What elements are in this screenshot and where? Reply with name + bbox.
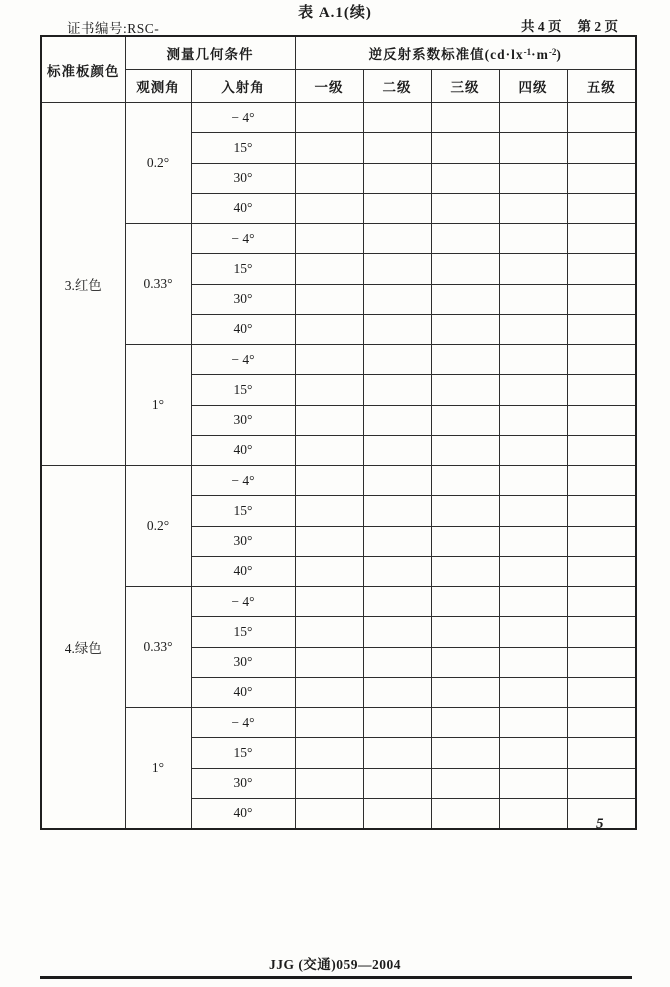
value-cell	[567, 768, 636, 798]
value-cell	[363, 466, 431, 496]
value-cell	[499, 314, 567, 344]
value-cell	[499, 647, 567, 677]
value-cell	[567, 556, 636, 586]
value-cell	[499, 103, 567, 133]
sheet-number: 第 2 页	[577, 19, 618, 34]
value-cell	[295, 163, 363, 193]
header-row-2	[41, 70, 636, 103]
value-cell	[567, 677, 636, 707]
value-cell	[567, 103, 636, 133]
value-cell	[431, 798, 499, 829]
value-cell	[295, 314, 363, 344]
incidence-angle-cell: 40°	[191, 314, 295, 344]
value-cell	[363, 193, 431, 223]
value-cell	[363, 677, 431, 707]
value-cell	[499, 466, 567, 496]
incidence-angle-cell: 15°	[191, 617, 295, 647]
observation-angle-cell: 1°	[125, 345, 191, 466]
observation-angle-cell: 0.33°	[125, 587, 191, 708]
value-cell	[295, 133, 363, 163]
observation-angle-cell: 0.33°	[125, 224, 191, 345]
value-cell	[431, 435, 499, 465]
value-cell	[567, 617, 636, 647]
value-cell	[363, 103, 431, 133]
value-cell	[499, 526, 567, 556]
sheet-info	[521, 15, 618, 35]
value-cell	[431, 405, 499, 435]
value-cell	[295, 526, 363, 556]
value-cell	[567, 224, 636, 254]
table-row	[41, 708, 636, 738]
color-cell: 3.红色	[41, 103, 125, 466]
value-cell	[499, 708, 567, 738]
value-cell	[295, 647, 363, 677]
value-cell	[295, 224, 363, 254]
value-cell	[295, 556, 363, 586]
value-cell	[295, 284, 363, 314]
value-cell	[567, 708, 636, 738]
incidence-angle-cell: − 4°	[191, 224, 295, 254]
header-row-1	[41, 36, 636, 70]
value-cell	[363, 617, 431, 647]
observation-angle-header: 观测角	[125, 70, 191, 103]
value-cell	[363, 314, 431, 344]
value-cell	[431, 617, 499, 647]
value-cell	[567, 163, 636, 193]
incidence-angle-cell: 15°	[191, 738, 295, 768]
value-cell	[363, 556, 431, 586]
grade-header-2: 二级	[363, 70, 431, 103]
value-cell	[499, 224, 567, 254]
value-cell	[295, 708, 363, 738]
value-cell	[363, 345, 431, 375]
value-cell	[431, 496, 499, 526]
grade-header-3: 三级	[431, 70, 499, 103]
value-cell	[295, 435, 363, 465]
table-row	[41, 224, 636, 254]
value-cell	[363, 224, 431, 254]
table-row	[41, 345, 636, 375]
value-cell	[295, 677, 363, 707]
value-cell	[363, 133, 431, 163]
table-header	[41, 36, 636, 103]
value-group-suffix: )	[556, 47, 562, 62]
color-column-header: 标准板颜色	[41, 36, 125, 103]
value-cell	[567, 345, 636, 375]
value-cell	[431, 133, 499, 163]
incidence-angle-cell: 30°	[191, 526, 295, 556]
value-cell	[363, 435, 431, 465]
incidence-angle-header: 入射角	[191, 70, 295, 103]
value-cell	[431, 103, 499, 133]
table-row	[41, 587, 636, 617]
value-cell	[431, 526, 499, 556]
value-cell	[295, 375, 363, 405]
value-cell	[499, 163, 567, 193]
value-group-prefix: 逆反射系数标准值(cd·lx	[368, 47, 524, 62]
incidence-angle-cell: 15°	[191, 254, 295, 284]
certificate-number: 证书编号:RSC-	[67, 21, 160, 36]
sheet-count: 共 4 页	[521, 19, 562, 34]
table-row	[41, 466, 636, 496]
value-cell	[567, 587, 636, 617]
value-cell	[567, 496, 636, 526]
value-cell	[567, 193, 636, 223]
value-cell	[431, 738, 499, 768]
value-cell	[431, 314, 499, 344]
value-cell	[499, 617, 567, 647]
grade-header-1: 一级	[295, 70, 363, 103]
value-cell	[431, 708, 499, 738]
footer-rule	[40, 976, 632, 979]
value-cell	[499, 375, 567, 405]
value-cell	[431, 647, 499, 677]
value-cell	[499, 798, 567, 829]
value-cell	[363, 526, 431, 556]
value-cell	[363, 647, 431, 677]
value-cell	[295, 738, 363, 768]
value-cell	[499, 768, 567, 798]
incidence-angle-cell: 30°	[191, 405, 295, 435]
observation-angle-cell: 1°	[125, 708, 191, 830]
value-cell	[295, 405, 363, 435]
incidence-angle-cell: 30°	[191, 284, 295, 314]
value-cell	[499, 284, 567, 314]
value-cell	[363, 798, 431, 829]
value-cell	[567, 647, 636, 677]
incidence-angle-cell: − 4°	[191, 587, 295, 617]
value-cell	[295, 496, 363, 526]
incidence-angle-cell: 40°	[191, 677, 295, 707]
value-cell	[567, 133, 636, 163]
value-cell	[499, 193, 567, 223]
grade-header-5: 五级	[567, 70, 636, 103]
page-number: 5	[596, 816, 604, 832]
color-cell: 4.绿色	[41, 466, 125, 830]
value-cell	[295, 587, 363, 617]
observation-angle-cell: 0.2°	[125, 466, 191, 587]
value-cell	[499, 133, 567, 163]
value-cell	[567, 435, 636, 465]
value-cell	[567, 526, 636, 556]
value-group-exponent-1: -1	[523, 46, 532, 57]
value-cell	[431, 284, 499, 314]
value-cell	[295, 193, 363, 223]
value-cell	[363, 708, 431, 738]
value-cell	[567, 375, 636, 405]
footer-standard-code: JJG (交通)059—2004	[268, 957, 402, 972]
value-cell	[363, 375, 431, 405]
value-cell	[431, 466, 499, 496]
value-cell	[295, 617, 363, 647]
value-group-header	[295, 36, 636, 70]
incidence-angle-cell: 15°	[191, 496, 295, 526]
incidence-angle-cell: 30°	[191, 163, 295, 193]
value-cell	[363, 163, 431, 193]
value-cell	[363, 405, 431, 435]
value-cell	[567, 738, 636, 768]
page-title: 表 A.1(续)	[298, 5, 372, 21]
value-cell	[431, 345, 499, 375]
incidence-angle-cell: − 4°	[191, 103, 295, 133]
incidence-angle-cell: 40°	[191, 193, 295, 223]
incidence-angle-cell: 15°	[191, 133, 295, 163]
incidence-angle-cell: 30°	[191, 647, 295, 677]
value-cell	[295, 103, 363, 133]
observation-angle-cell: 0.2°	[125, 103, 191, 224]
value-cell	[499, 677, 567, 707]
table-body	[41, 103, 636, 830]
value-cell	[363, 738, 431, 768]
value-cell	[363, 496, 431, 526]
value-cell	[499, 345, 567, 375]
value-cell	[295, 768, 363, 798]
value-cell	[499, 556, 567, 586]
value-group-mid: ·m	[531, 47, 549, 62]
value-cell	[363, 254, 431, 284]
value-cell	[499, 496, 567, 526]
value-cell	[499, 435, 567, 465]
incidence-angle-cell: 15°	[191, 375, 295, 405]
value-cell	[567, 314, 636, 344]
incidence-angle-cell: − 4°	[191, 466, 295, 496]
calibration-table	[40, 35, 637, 830]
table-row	[41, 103, 636, 133]
value-cell	[499, 587, 567, 617]
geometry-group-header: 测量几何条件	[125, 36, 295, 70]
value-cell	[363, 768, 431, 798]
value-cell	[363, 587, 431, 617]
value-cell	[431, 768, 499, 798]
incidence-angle-cell: 30°	[191, 768, 295, 798]
value-cell	[295, 254, 363, 284]
incidence-angle-cell: 40°	[191, 556, 295, 586]
value-cell	[431, 224, 499, 254]
value-cell	[567, 254, 636, 284]
value-cell	[499, 405, 567, 435]
grade-header-4: 四级	[499, 70, 567, 103]
value-cell	[567, 466, 636, 496]
value-cell	[431, 254, 499, 284]
value-cell	[431, 677, 499, 707]
value-cell	[431, 193, 499, 223]
value-group-exponent-2: -2	[548, 46, 557, 57]
value-cell	[295, 466, 363, 496]
value-cell	[499, 738, 567, 768]
value-cell	[567, 405, 636, 435]
value-cell	[363, 284, 431, 314]
value-cell	[431, 556, 499, 586]
value-cell	[295, 345, 363, 375]
incidence-angle-cell: 40°	[191, 798, 295, 829]
value-cell	[567, 284, 636, 314]
value-cell	[499, 254, 567, 284]
incidence-angle-cell: 40°	[191, 435, 295, 465]
value-cell	[431, 375, 499, 405]
value-cell	[431, 163, 499, 193]
value-cell	[295, 798, 363, 829]
incidence-angle-cell: − 4°	[191, 345, 295, 375]
value-cell	[431, 587, 499, 617]
incidence-angle-cell: − 4°	[191, 708, 295, 738]
